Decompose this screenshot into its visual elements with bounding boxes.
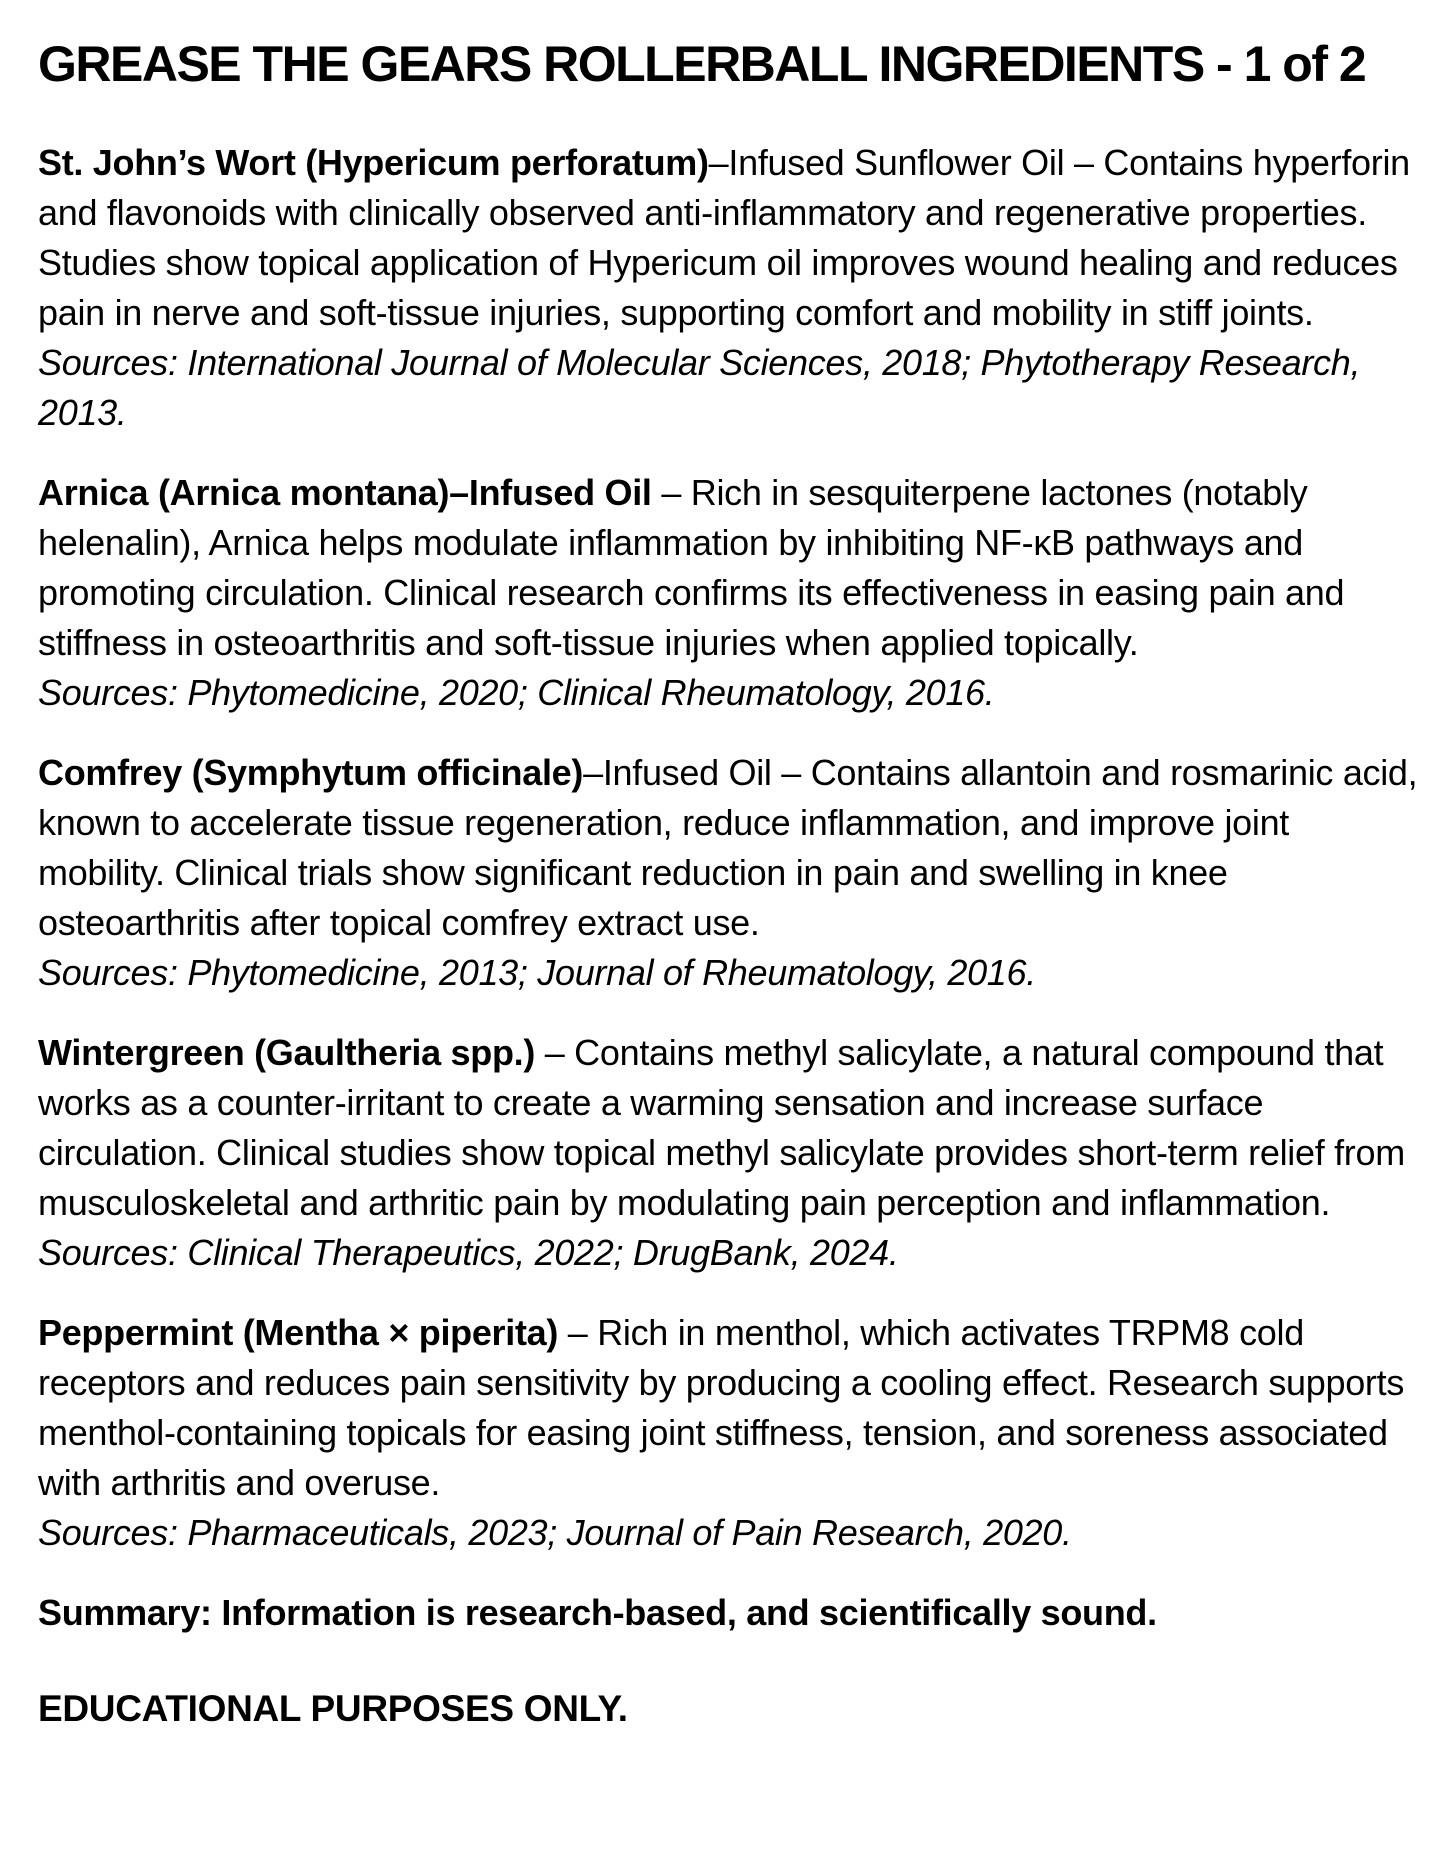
ingredient-name: Wintergreen (Gaultheria spp.) [38, 1031, 536, 1073]
ingredient-description: – Rich in sesquiterpene lactones (notably helenalin), Arnica helps modulate inflammation by inhibiting NF-κB pathways and promoting circulation. Clinical research confirms its effectiveness in easing pain and stiffness in osteoarthritis and soft-tissue injuries when applied topically. [38, 471, 1345, 663]
ingredient-paragraph-wintergreen [38, 1028, 1420, 1278]
ingredient-sources: Sources: Clinical Therapeutics, 2022; DrugBank, 2024. [38, 1231, 899, 1273]
ingredient-description: – Contains methyl salicylate, a natural compound that works as a counter-irritant to create a warming sensation and increase surface circulation. Clinical studies show topical methyl salicylate provides short-term relief from musculoskeletal and arthritic pain by modulating pain perception and inflammation. [38, 1031, 1405, 1223]
disclaimer-statement: EDUCATIONAL PURPOSES ONLY. [38, 1687, 628, 1729]
summary-statement: Summary: Information is research-based, and scientifically sound. [38, 1591, 1157, 1633]
ingredient-name: Comfrey (Symphytum officinale) [38, 751, 584, 793]
ingredient-paragraph-peppermint [38, 1308, 1420, 1558]
ingredient-sources: Sources: Phytomedicine, 2020; Clinical Rheumatology, 2016. [38, 671, 995, 713]
page-title: GREASE THE GEARS ROLLERBALL INGREDIENTS - 1 of 2 [38, 36, 1366, 92]
ingredient-description: – Rich in menthol, which activates TRPM8 cold receptors and reduces pain sensitivity by producing a cooling effect. Research supports menthol-containing topicals for easing joint stiffness, tension, and soreness associated with arthritis and overuse. [38, 1311, 1405, 1503]
ingredient-description: –Infused Sunflower Oil – Contains hyperforin and flavonoids with clinically observed anti-inflammatory and regenerative properties. Studies show topical application of Hypericum oil improves wound healing and reduces pain in nerve and soft-tissue injuries, supporting comfort and mobility in stiff joints. [38, 141, 1410, 333]
ingredient-paragraph-st-johns-wort [38, 138, 1420, 438]
ingredient-sources: Sources: International Journal of Molecular Sciences, 2018; Phytotherapy Research, 2013. [38, 341, 1361, 433]
ingredient-name: Peppermint (Mentha × piperita) [38, 1311, 559, 1353]
ingredient-paragraph-arnica [38, 468, 1420, 718]
ingredient-description: –Infused Oil – Contains allantoin and rosmarinic acid, known to accelerate tissue regeneration, reduce inflammation, and improve joint mobility. Clinical trials show significant reduction in pain and swelling in knee osteoarthritis after topical comfrey extract use. [38, 751, 1418, 943]
ingredient-name: St. John’s Wort (Hypericum perforatum) [38, 141, 709, 183]
ingredient-paragraph-comfrey [38, 748, 1420, 998]
ingredient-name: Arnica (Arnica montana)–Infused Oil [38, 471, 652, 513]
ingredient-sources: Sources: Phytomedicine, 2013; Journal of Rheumatology, 2016. [38, 951, 1036, 993]
ingredient-sources: Sources: Pharmaceuticals, 2023; Journal of Pain Research, 2020. [38, 1511, 1072, 1553]
